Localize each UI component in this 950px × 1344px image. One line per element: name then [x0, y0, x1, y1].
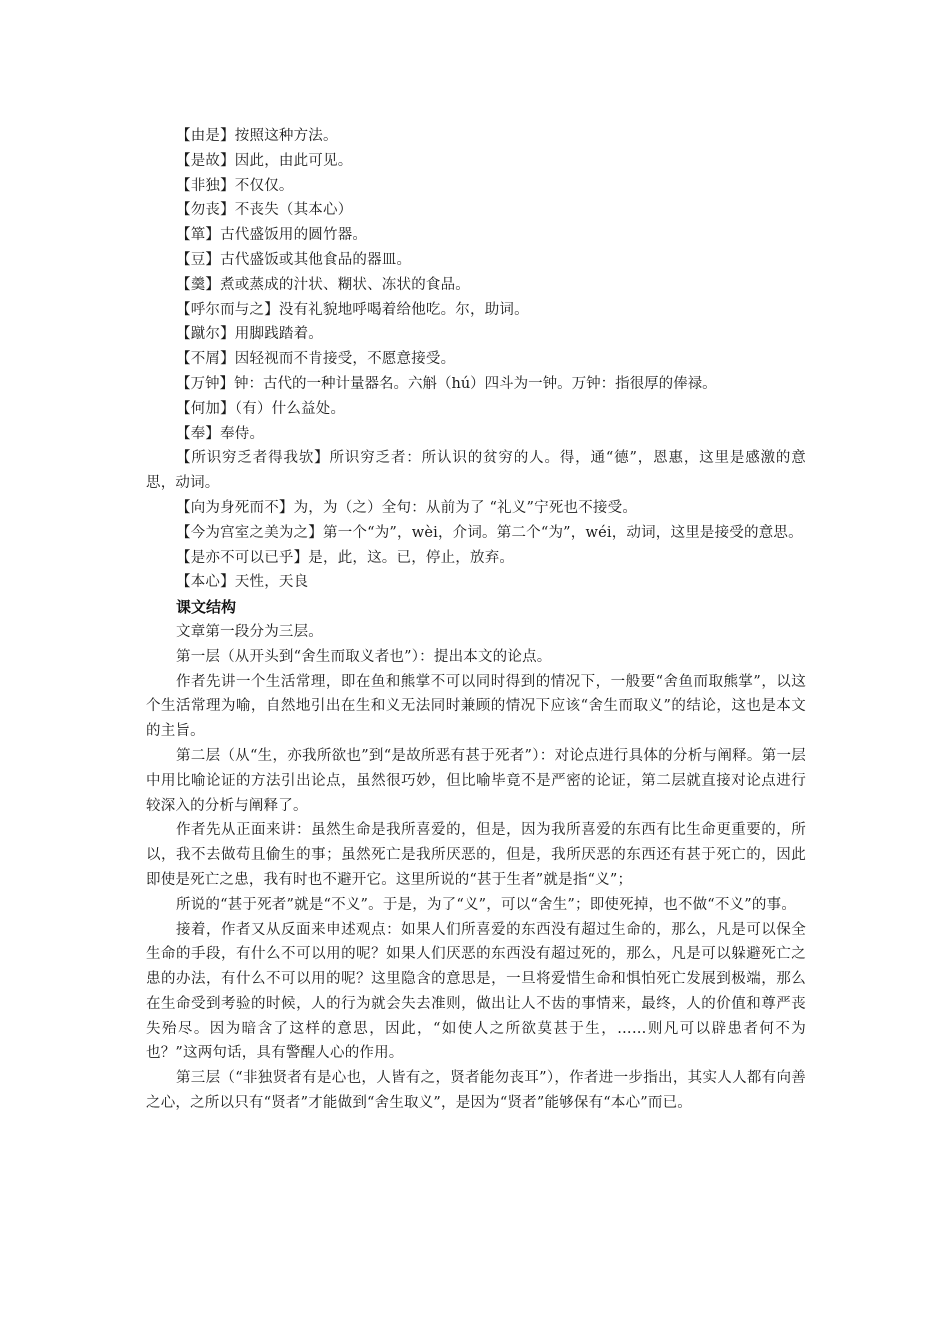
paragraph: 所说的“甚于死者”就是“不义”。于是，为了“义”，可以“舍生”；即使死掉，也不做“不义”的事。 — [176, 896, 797, 913]
glossary-item: 【蹴尔】用脚践踏着。 — [176, 326, 323, 343]
glossary-item: 【万钟】钟：古代的一种计量器名。六斛（hú）四斗为一钟。万钟：指很厚的俸禄。 — [176, 375, 717, 392]
structure-section — [146, 595, 806, 1116]
paragraph: 第三层（“非独贤者有是心也，人皆有之，贤者能勿丧耳”），作者进一步指出，其实人人都有向善之心，之所以只有“贤者”才能做到“舍生取义”，是因为“贤者”能够保有“本心”而已。 — [146, 1070, 806, 1112]
paragraph: 接着，作者又从反面来申述观点：如果人们所喜爱的东西没有超过生命的，那么，凡是可以保全生命的手段，有什么不可以用的呢？如果人们厌恶的东西没有超过死的，那么，凡是可以躲避死亡之患的办法，有什么不可以用的呢？这里隐含的意思是，一旦将爱惜生命和惧怕死亡发展到极端，那么在生命受到考验的时候，人的行为就会失去准则，做出让人不齿的事情来，最终，人的价值和尊严丧失殆尽。因为暗含了这样的意思，因此，“如使人之所欲莫甚于生，……则凡可以辟患者何不为也？”这两句话，具有警醒人心的作用。 — [146, 921, 806, 1062]
glossary-item: 【呼尔而与之】没有礼貌地呼喝着给他吃。尔，助词。 — [176, 301, 529, 318]
glossary-item: 【由是】按照这种方法。 — [176, 128, 338, 144]
section-heading: 课文结构 — [176, 598, 237, 617]
paragraph: 作者先讲一个生活常理，即在鱼和熊掌不可以同时得到的情况下，一般要“舍鱼而取熊掌”，以这个生活常理为喻，自然地引出在生和义无法同时兼顾的情况下应该“舍生而取义”的结论，这也是本文的主旨。 — [146, 673, 806, 740]
paragraph: 第一层（从开头到“舍生而取义者也”）：提出本文的论点。 — [176, 648, 552, 665]
glossary-item: 【不屑】因轻视而不肯接受，不愿意接受。 — [176, 351, 456, 368]
glossary-item: 【非独】不仅仅。 — [176, 177, 294, 194]
glossary-item: 【豆】古代盛饭或其他食品的器皿。 — [176, 251, 412, 268]
paragraph: 作者先从正面来讲：虽然生命是我所喜爱的，但是，因为我所喜爱的东西有比生命更重要的，所以，我不去做苟且偷生的事；虽然死亡是我所厌恶的，但是，我所厌恶的东西还有甚于死亡的，因此即使是死亡之患，我有时也不避开它。这里所说的“甚于生者”就是指“义”； — [146, 822, 806, 888]
glossary-item: 【何加】（有）什么益处。 — [176, 400, 346, 417]
glossary-item: 【羹】煮或蒸成的汁状、糊状、冻状的食品。 — [176, 276, 470, 293]
glossary-item: 【箪】古代盛饭用的圆竹器。 — [176, 227, 368, 244]
glossary-item-long: 【向为身死而不】为，为（之）全句：从前为了 “礼义”宁死也不接受。 — [176, 499, 638, 516]
document-body — [146, 124, 806, 1116]
glossary-item-long: 【所识穷乏者得我欤】所识穷乏者：所认识的贫穷的人。得，通“德”，恩惠，这里是感激的意思，动词。 — [146, 450, 806, 492]
glossary-item: 【是亦不可以已乎】是，此，这。已，停止，放弃。 — [176, 549, 515, 566]
glossary-item: 【是故】因此，由此可见。 — [176, 152, 353, 169]
glossary-item: 【本心】天性，天良 — [176, 574, 309, 591]
glossary-item: 【勿丧】不丧失（其本心） — [176, 202, 353, 219]
paragraph: 第二层（从“生，亦我所欲也”到“是故所恶有甚于死者”）：对论点进行具体的分析与阐释。第一层中用比喻论证的方法引出论点，虽然很巧妙，但比喻毕竟不是严密的论证，第二层就直接对论点进行较深入的分析与阐释了。 — [146, 747, 806, 814]
glossary-list — [146, 124, 806, 595]
glossary-item: 【奉】奉侍。 — [176, 425, 265, 442]
paragraph: 文章第一段分为三层。 — [176, 623, 323, 640]
glossary-item-long: 【今为宫室之美为之】第一个“为”，wèi，介词。第二个“为”，wéi，动词，这里是接受的意思。 — [176, 524, 803, 541]
